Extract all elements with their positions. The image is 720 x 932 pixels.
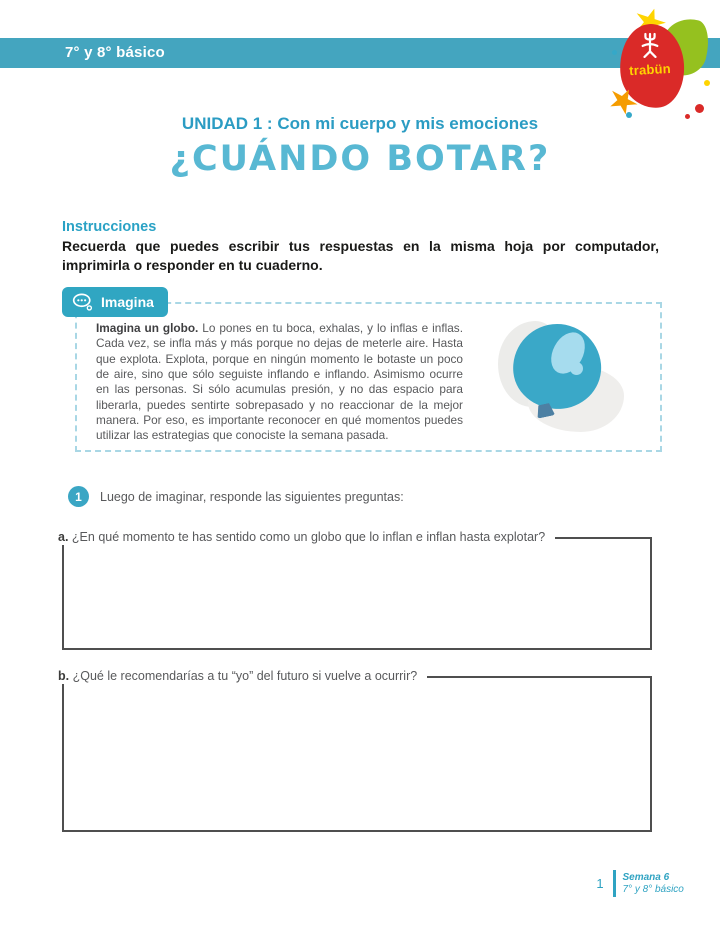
imagina-tab [62,287,168,317]
logo-red-drop [685,114,690,119]
balloon-highlight-small [570,362,583,375]
instructions-heading: Instrucciones [62,219,157,235]
instructions-body: Recuerda que puedes escribir tus respuestas en la misma hoja por computador, imprimirla o responder en tu cuaderno. [62,238,659,273]
logo-blue-dot [612,50,617,55]
trabun-logo [608,4,712,120]
logo-red-drop [695,104,704,113]
page-title: ¿CUÁNDO BOTAR? [169,139,551,179]
answer-box-b[interactable] [62,676,652,832]
answer-box-a[interactable] [62,537,652,650]
activity-prompt: Luego de imaginar, responde las siguientes preguntas: [100,490,404,504]
footer-grade: 7° y 8° básico [622,883,684,895]
imagina-paragraph [96,321,463,444]
footer-week: Semana 6 [622,871,670,883]
question-b-letter: b. [58,669,70,683]
logo-wordmark: trabün [628,60,672,79]
logo-blue-dot [626,112,632,118]
activity-number-badge: 1 [68,486,89,507]
page-footer [590,870,684,897]
footer-meta [623,872,684,896]
header-grade-label: 7° y 8° básico [65,44,165,61]
mapuche-figure-icon [639,32,661,58]
thought-bubble-icon [72,292,94,312]
imagina-paragraph-body: Lo pones en tu boca, exhalas, y lo inflas e inflas. Cada vez, se infla más y más porque no dejas de meterle aire. Hasta que explota. Explota, porque en ningún momento le botaste un poco de aire, sino que sólo seguiste inflando e inflando. Asimismo ocurre en las personas. Si sólo acumulas presión, y no das espacio para liberarla, puedes sentirte sobrepasado y no reaccionar de la mejor manera. Por eso, es importante reconocer en qué momentos puedes utilizar las estrategias que conociste la semana pasada. [96,321,463,443]
question-a-letter: a. [58,530,69,544]
question-a-label [58,530,555,545]
footer-divider [613,870,616,897]
logo-yellow-dot [704,80,710,86]
question-a-text: ¿En qué momento te has sentido como un globo que lo inflan e inflan hasta explotar? [71,530,546,544]
imagina-tab-label: Imagina [101,294,154,310]
unit-heading: UNIDAD 1 : Con mi cuerpo y mis emociones [181,114,539,133]
question-b-text: ¿Qué le recomendarías a tu “yo” del futuro si vuelve a ocurrir? [72,669,418,683]
imagina-paragraph-lead: Imagina un globo. [96,321,199,335]
page-number: 1 [596,876,604,891]
question-b-label [58,669,427,684]
